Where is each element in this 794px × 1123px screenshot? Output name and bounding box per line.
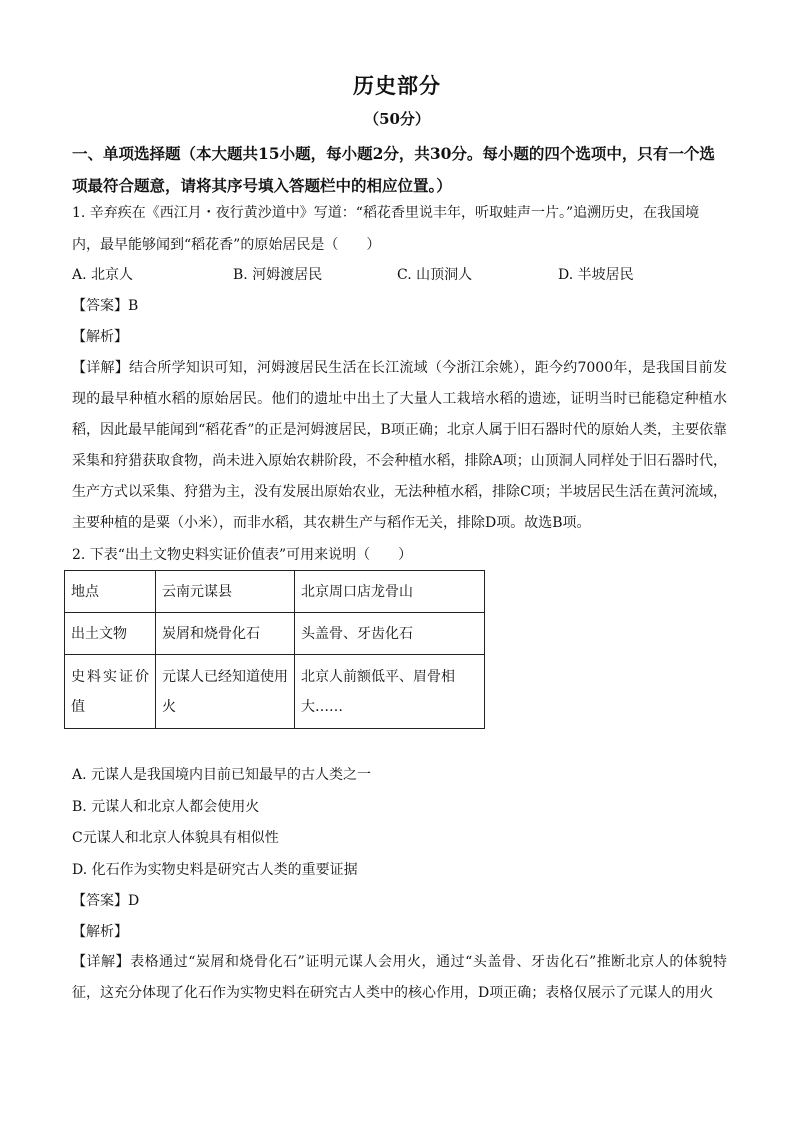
table-cell: 云南元谋县 — [156, 571, 295, 613]
q1-option-b: B. 河姆渡居民 — [233, 267, 323, 283]
table-cell: 出土文物 — [65, 613, 156, 655]
q2-analysis-label: 【解析】 — [72, 924, 128, 940]
q2-answer: 【答案】D — [72, 893, 140, 909]
q1-answer: 【答案】B — [72, 298, 139, 314]
table-row — [65, 613, 485, 655]
table-cell: 元谋人已经知道使用火 — [156, 655, 295, 729]
table-cell: 炭屑和烧骨化石 — [156, 613, 295, 655]
q1-stem-line1: 1. 辛弃疾在《西江月・夜行黄沙道中》写道：“稻花香里说丰年，听取蛙声一片。”追溯历史，在我国境 — [72, 205, 700, 221]
table-cell: 头盖骨、牙齿化石 — [295, 613, 485, 655]
page-title: 历史部分 — [353, 73, 441, 98]
section-score: （50分） — [364, 110, 430, 128]
q1-option-d: D. 半坡居民 — [558, 267, 634, 283]
q2-option-d: D. 化石作为实物史料是研究古人类的重要证据 — [72, 862, 358, 878]
q1-option-c: C. 山顶洞人 — [397, 267, 473, 283]
q2-option-c: C元谋人和北京人体貌具有相似性 — [72, 830, 279, 846]
table-row — [65, 571, 485, 613]
q1-option-a: A. 北京人 — [72, 267, 134, 283]
q2-option-b: B. 元谋人和北京人都会使用火 — [72, 799, 260, 815]
q1-stem-line2: 内，最早能够闻到“稻花香”的原始居民是（ ） — [72, 237, 381, 253]
artifact-table — [64, 570, 485, 729]
q2-stem: 2. 下表“出土文物史料实证价值表”可用来说明（ ） — [72, 547, 413, 563]
table-row — [65, 655, 485, 729]
table-cell: 地点 — [65, 571, 156, 613]
table-cell: 北京周口店龙骨山 — [295, 571, 485, 613]
table-cell: 史料实证价值 — [65, 655, 156, 729]
section-heading: 一、单项选择题（本大题共15小题，每小题2分，共30分。每小题的四个选项中，只有一个选项最符合题意，请将其序号填入答题栏中的相应位置。） — [72, 144, 715, 195]
q2-detail: 【详解】表格通过“炭屑和烧骨化石”证明元谋人会用火，通过“头盖骨、牙齿化石”推断北京人的体貌特征，这充分体现了化石作为实物史料在研究古人类中的核心作用，D项正确；表格仅展示了元谋人的用火 — [72, 954, 727, 1001]
q2-option-a: A. 元谋人是我国境内目前已知最早的古人类之一 — [72, 767, 372, 783]
q1-analysis-label: 【解析】 — [72, 329, 128, 345]
table-cell: 北京人前额低平、眉骨相大…… — [295, 655, 485, 729]
q1-detail: 【详解】结合所学知识可知，河姆渡居民生活在长江流域（今浙江余姚），距今约7000年，是我国目前发现的最早种植水稻的原始居民。他们的遗址中出土了大量人工栽培水稻的遗迹，证明当时已能稳定种植水稻，因此最早能闻到“稻花香”的正是河姆渡居民，B项正确；北京人属于旧石器时代的原始人类，主要依靠采集和狩猎获取食物，尚未进入原始农耕阶段，不会种植水稻，排除A项；山顶洞人同样处于旧石器时代，生产方式以采集、狩猎为主，没有发展出原始农业，无法种植水稻，排除C项；半坡居民生活在黄河流域，主要种植的是粟（小米），而非水稻，其农耕生产与稻作无关，排除D项。故选B项。 — [72, 360, 727, 531]
